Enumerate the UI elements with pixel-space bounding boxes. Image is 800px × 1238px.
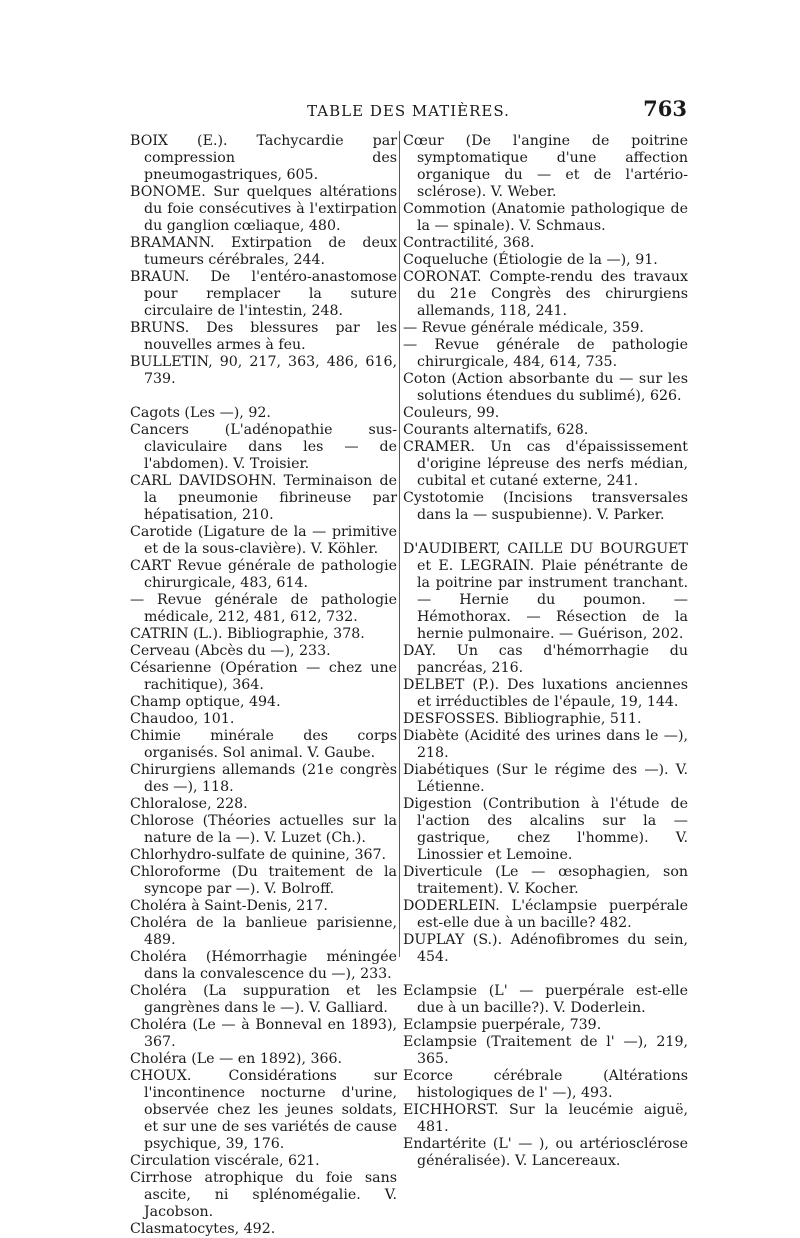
- index-entry: Commotion (Anatomie pathologique de la — spinale). V. Schmaus.: [403, 201, 688, 234]
- running-title: TABLE DES MATIÈRES.: [307, 102, 510, 120]
- index-entry: Chaudoo, 101.: [130, 711, 235, 727]
- running-header: [130, 96, 687, 122]
- index-entry: Eclampsie (L' — puerpérale est-elle due à un bacille?). V. Doderlein.: [403, 983, 688, 1016]
- index-entry: BONOME. Sur quelques altérations du foie consécutives à l'extirpation du ganglion cœliaque, 480.: [130, 184, 397, 234]
- index-entry: Chloralose, 228.: [130, 796, 248, 812]
- index-entry: Cancers (L'adénopathie sus-claviculaire dans les — de l'abdomen). V. Troisier.: [130, 422, 397, 472]
- index-entry: Diabétiques (Sur le régime des —). V. Létienne.: [403, 762, 688, 795]
- index-entry: Cerveau (Abcès du —), 233.: [130, 643, 331, 659]
- index-entry: BOIX (E.). Tachycardie par compression des pneumogastriques, 605.: [130, 133, 397, 183]
- index-entry: Choléra (La suppuration et les gangrènes dans le —). V. Galliard.: [130, 983, 397, 1016]
- index-entry: Endartérite (L' — ), ou artériosclérose généralisée). V. Lancereaux.: [403, 1136, 688, 1169]
- index-entry: DAY. Un cas d'hémorrhagie du pancréas, 216.: [403, 643, 688, 676]
- index-entry: Choléra (Le — en 1892), 366.: [130, 1051, 343, 1067]
- index-entry: Diverticule (Le — œsophagien, son traitement). V. Kocher.: [403, 864, 688, 897]
- index-entry: D'AUDIBERT, CAILLE DU BOURGUET et E. LEGRAIN. Plaie pénétrante de la poitrine par instrument tranchant. — Hernie du poumon. — Hémothorax. — Résection de la hernie pulmonaire. — Guérison, 202.: [403, 541, 688, 642]
- index-entry: CART Revue générale de pathologie chirurgicale, 483, 614.: [130, 558, 397, 591]
- index-entry: CORONAT. Compte-rendu des travaux du 21e Congrès des chirurgiens allemands, 118, 241.: [403, 269, 688, 319]
- index-entry: Choléra à Saint-Denis, 217.: [130, 898, 328, 914]
- index-entry: DUPLAY (S.). Adénofibromes du sein, 454.: [403, 932, 688, 965]
- index-entry: BULLETIN, 90, 217, 363, 486, 616, 739.: [130, 354, 397, 387]
- index-entry: Chloroforme (Du traitement de la syncope par —). V. Bolroff.: [130, 864, 397, 897]
- index-entry: Clasmatocytes, 492.: [130, 1221, 276, 1237]
- index-entry: Cirrhose atrophique du foie sans ascite, ni splénomégalie. V. Jacobson.: [130, 1170, 397, 1220]
- index-entry: Chlorose (Théories actuelles sur la nature de la —). V. Luzet (Ch.).: [130, 813, 397, 846]
- index-entry: Choléra de la banlieue parisienne, 489.: [130, 915, 397, 948]
- index-entry: Champ optique, 494.: [130, 694, 281, 710]
- index-entry: DODERLEIN. L'éclampsie puerpérale est-elle due à un bacille? 482.: [403, 898, 688, 931]
- index-entry: Césarienne (Opération — chez une rachitique), 364.: [130, 660, 397, 693]
- index-entry: DELBET (P.). Des luxations anciennes et irréductibles de l'épaule, 19, 144.: [403, 677, 688, 710]
- right-column: [403, 133, 688, 1170]
- index-entry: BRUNS. Des blessures par les nouvelles armes à feu.: [130, 320, 397, 353]
- index-entry: Choléra (Le — à Bonneval en 1893), 367.: [130, 1017, 397, 1050]
- index-entry: Choléra (Hémorrhagie méningée dans la convalescence du —), 233.: [130, 949, 397, 982]
- index-entry: Cystotomie (Incisions transversales dans la — suspubienne). V. Parker.: [403, 490, 688, 523]
- index-entry: Contractilité, 368.: [403, 235, 535, 251]
- index-entry: CRAMER. Un cas d'épaississement d'origine lépreuse des nerfs médian, cubital et cutané externe, 241.: [403, 439, 688, 489]
- index-entry: Chirurgiens allemands (21e congrès des —), 118.: [130, 762, 397, 795]
- index-entry: — Revue générale médicale, 359.: [403, 320, 644, 336]
- index-entry: Cagots (Les —), 92.: [130, 405, 271, 421]
- index-entry: Chimie minérale des corps organisés. Sol animal. V. Gaube.: [130, 728, 397, 761]
- index-entry: Digestion (Contribution à l'étude de l'action des alcalins sur la — gastrique, chez l'homme). V. Linossier et Lemoine.: [403, 796, 688, 863]
- index-entry: Coton (Action absorbante du — sur les solutions étendues du sublimé), 626.: [403, 371, 688, 404]
- left-column: [130, 133, 397, 1238]
- index-entry: CHOUX. Considérations sur l'incontinence nocturne d'urine, observée chez les jeunes soldats, et sur une de ses variétés de cause psychique, 39, 176.: [130, 1068, 397, 1152]
- index-entry: Couleurs, 99.: [403, 405, 500, 421]
- index-entry: CATRIN (L.). Bibliographie, 378.: [130, 626, 365, 642]
- index-entry: Eclampsie puerpérale, 739.: [403, 1017, 602, 1033]
- index-entry: BRAUN. De l'entéro-anastomose pour remplacer la suture circulaire de l'intestin, 248.: [130, 269, 397, 319]
- index-entry: Eclampsie (Traitement de l' —), 219, 365.: [403, 1034, 688, 1067]
- index-entry: Coqueluche (Étiologie de la —), 91.: [403, 252, 658, 268]
- index-entry: Chlorhydro-sulfate de quinine, 367.: [130, 847, 387, 863]
- index-entry: Diabète (Acidité des urines dans le —), 218.: [403, 728, 688, 761]
- index-entry: BRAMANN. Extirpation de deux tumeurs cérébrales, 244.: [130, 235, 397, 268]
- index-entry: — Revue générale de pathologie médicale, 212, 481, 612, 732.: [130, 592, 397, 625]
- index-entry: Cœur (De l'angine de poitrine symptomatique d'une affection organique du — et de l'artério-sclérose). V. Weber.: [403, 133, 688, 200]
- page-number: 763: [643, 96, 687, 121]
- index-entry: Ecorce cérébrale (Altérations histologiques de l' —), 493.: [403, 1068, 688, 1101]
- index-entry: — Revue générale de pathologie chirurgicale, 484, 614, 735.: [403, 337, 688, 370]
- column-rule: [399, 131, 400, 957]
- index-entry: Circulation viscérale, 621.: [130, 1153, 320, 1169]
- index-entry: DESFOSSES. Bibliographie, 511.: [403, 711, 642, 727]
- index-entry: EICHHORST. Sur la leucémie aiguë, 481.: [403, 1102, 688, 1135]
- index-entry: Courants alternatifs, 628.: [403, 422, 589, 438]
- index-entry: CARL DAVIDSOHN. Terminaison de la pneumonie fibrineuse par hépatisation, 210.: [130, 473, 397, 523]
- index-entry: Carotide (Ligature de la — primitive et de la sous-clavière). V. Köhler.: [130, 524, 397, 557]
